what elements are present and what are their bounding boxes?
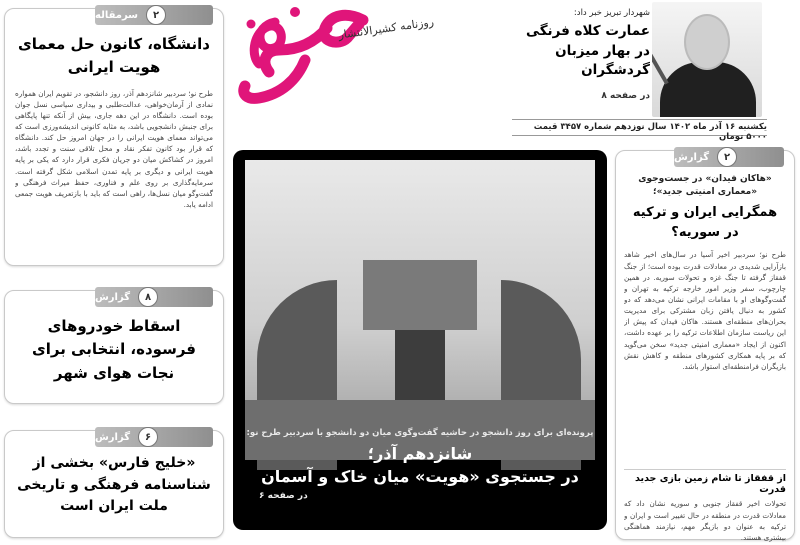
top-story[interactable] [520, 8, 650, 108]
top-story-kicker: شهردار تبریز خبر داد: [573, 8, 650, 18]
feature-page-ref: در صفحه ۶ [259, 491, 308, 502]
sub-headline[interactable]: از قفقاز تا شام زمین بازی جدید قدرت [635, 473, 786, 496]
newspaper-logo [235, 2, 375, 117]
cars-report-title[interactable]: اسقاط خودروهای فرسوده، انتخابی برای نجات هوای شهر [31, 317, 196, 382]
turkey-report-question: «هاکان فیدان» در جست‌وجوی «معماری امنیتی جدید»؛ [638, 174, 772, 198]
feature-kicker: پرونده‌ای برای روز دانشجو در حاشیه گفت‌وگوی میان دو دانشجو با سردبیر طرح نو: [246, 428, 594, 438]
mayor-photo [652, 2, 762, 117]
suit-shape [660, 62, 756, 117]
section-label: سرمقاله [95, 9, 139, 21]
editorial-tab [95, 5, 213, 25]
sub-section [624, 469, 786, 542]
microphone-icon [652, 51, 669, 84]
turkey-report-title[interactable]: همگرایی ایران و ترکیه در سوریه؟ [632, 205, 778, 241]
persian-gulf-report-tab [95, 427, 213, 447]
section-label: گزارش [674, 151, 710, 163]
page-number-badge: ۲ [146, 5, 166, 25]
dateline: یکشنبه ۱۶ آذر ماه ۱۴۰۲ سال نوزدهم شماره ۳۴۵۷ قیمت ۵۰۰۰ تومان [512, 119, 767, 136]
feature-story[interactable] [233, 150, 607, 530]
persian-gulf-report-card[interactable] [4, 430, 224, 538]
section-label: گزارش [95, 291, 131, 303]
page-number-badge: ۸ [138, 287, 158, 307]
top-story-page-ref: در صفحه ۸ [601, 90, 650, 101]
feature-title-line-1: شانزدهم آذر؛ [367, 444, 473, 463]
tagline: روزنامه کشیرالانتشار [337, 15, 435, 42]
turkey-report-card[interactable] [615, 150, 795, 540]
section-label: گزارش [95, 431, 131, 443]
feature-caption [239, 428, 601, 501]
persian-gulf-report-title[interactable]: «خلیج فارس» بخشی از شناسنامه فرهنگی و تاریخی ملت ایران است [17, 455, 211, 515]
page-number-badge: ۲ [717, 147, 737, 167]
editorial-body: طرح نو؛ سردبیر شانزدهم آذر، روز دانشجو، در تقویم ایران همواره نمادی از آرمان‌خواهی، عدالت‌طلبی و بیداری سیاسی نسل جوان بوده است. دانشگاه در این دهه جاری، بیش از آنکه تنها پایگاهی برای جنبش دانشجویی باشد، به مثابه کانونی اندیشه‌ورزی است که می‌تواند معمای هویت ایرانی را در جهان امروز حل کند. دانشگاه که قرار بود کانون تفکر نقاد و محل تلاقی سنت و تجدد باشد، امروز در کشاکش میان دو جریان فکری قرار دارد که یکی بر پایه هویت ایرانی و دیگری بر پایه تمدن اسلامی شکل گرفته است. سرمایه‌گذاری بر روی علم و فناوری، حفظ میراث فرهنگی و گفت‌وگو میان نسل‌ها، راهی است که باید با بازتعریف هویت جمعی ادامه یابد. [15, 88, 213, 210]
cars-report-tab [95, 287, 213, 307]
editorial-title[interactable]: دانشگاه، کانون حل معمای هویت ایرانی [18, 35, 210, 77]
university-gate-photo [245, 160, 595, 460]
gate-monument [363, 260, 477, 330]
feature-title-line-2: در جستجوی «هویت» میان خاک و آسمان [261, 467, 579, 487]
feature-title[interactable] [239, 442, 601, 488]
cars-report-card[interactable] [4, 290, 224, 404]
top-story-headline[interactable]: عمارت کلاه فرنگی در بهار میزبان گردشگران [526, 23, 650, 79]
portrait-head [684, 14, 730, 70]
sub-body: تحولات اخیر قفقاز جنوبی و سوریه نشان داد که معادلات قدرت در منطقه در حال تغییر است و ایران و ترکیه به عنوان دو بازیگر مهم، نیازمند هماهنگی بیشتری هستند. [624, 499, 786, 542]
turkey-report-body: طرح نو؛ سردبیر اخیر آسیا در سال‌های اخیر شاهد بازآرایی شدیدی در معادلات قدرت بوده است؛ از جنگ قفقاز گرفته تا جنگ غزه و تحولات سوریه. در همین چارچوب، سفر وزیر امور خارجه ترکیه به تهران و گفت‌وگوهای او با مقامات ایرانی نشان می‌دهد که دو کشور به دنبال یافتن زبان مشترکی برای مدیریت بحران‌های منطقه‌ای هستند. هاکان فیدان که پیش از این ریاست سازمان اطلاعات ترکیه را بر عهده داشت، اکنون از ایجاد «معماری امنیتی جدید» سخن می‌گوید که بر پایه همکاری کشورهای منطقه و کاهش نقش بازیگران فرامنطقه‌ای استوار باشد. [624, 250, 786, 371]
turkey-report-tab [674, 147, 784, 167]
editorial-card[interactable] [4, 8, 224, 266]
page-number-badge: ۶ [138, 427, 158, 447]
statue [395, 330, 445, 410]
